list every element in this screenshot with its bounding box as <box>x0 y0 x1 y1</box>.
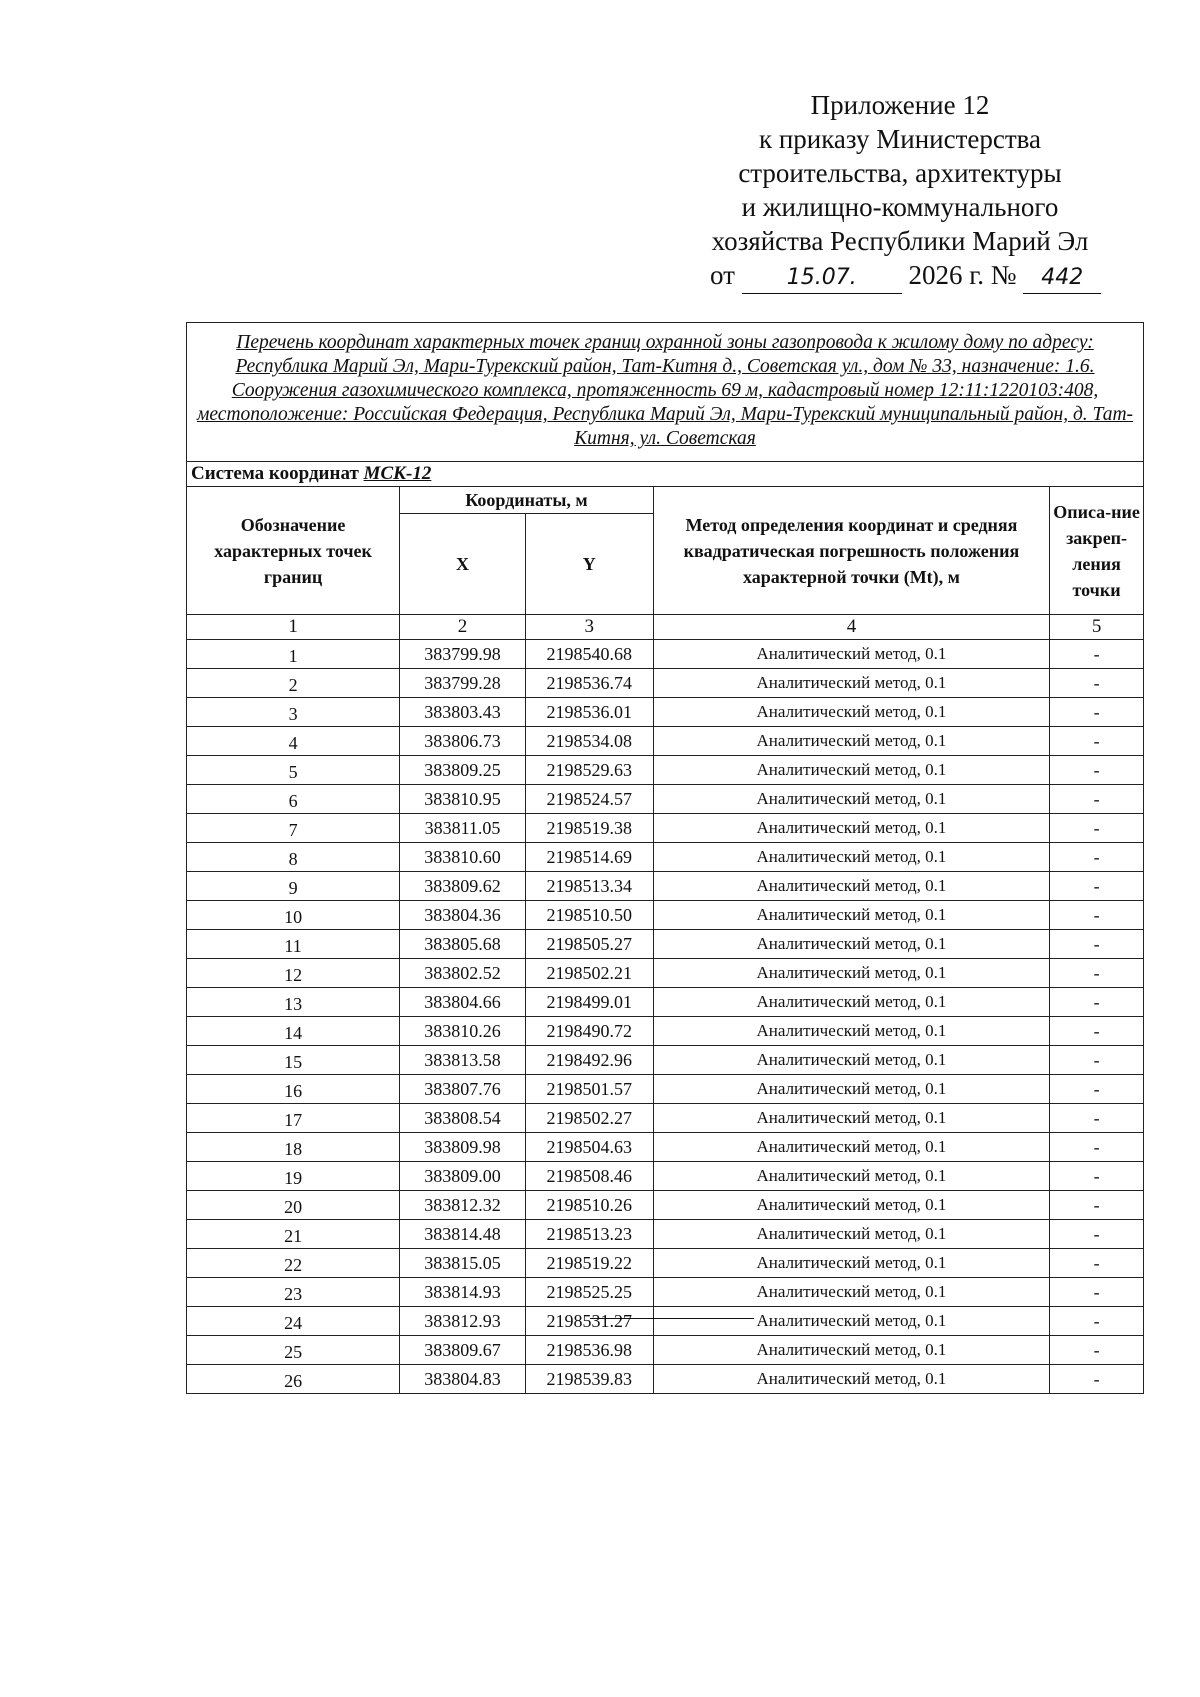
method-value: Аналитический метод, 0.1 <box>653 1365 1049 1394</box>
x-value: 383813.58 <box>400 1046 526 1075</box>
table-row <box>187 1336 1144 1365</box>
header-method: Метод определения координат и средняя квадратическая погрешность положения характерной точки (Mt), м <box>653 487 1049 615</box>
point-number: 1 <box>187 640 400 669</box>
table-row <box>187 669 1144 698</box>
point-number: 25 <box>187 1336 400 1365</box>
description-value: - <box>1050 872 1144 901</box>
x-value: 383810.60 <box>400 843 526 872</box>
description-value: - <box>1050 1336 1144 1365</box>
header-description: Описа-ние закреп-ления точки <box>1050 487 1144 615</box>
point-number: 14 <box>187 1017 400 1046</box>
x-value: 383803.43 <box>400 698 526 727</box>
table-row <box>187 1046 1144 1075</box>
description-value: - <box>1050 959 1144 988</box>
y-value: 2198502.27 <box>525 1104 653 1133</box>
point-number: 7 <box>187 814 400 843</box>
x-value: 383808.54 <box>400 1104 526 1133</box>
description-value: - <box>1050 640 1144 669</box>
x-value: 383809.62 <box>400 872 526 901</box>
description-value: - <box>1050 1104 1144 1133</box>
column-number-1: 1 <box>187 615 400 640</box>
method-value: Аналитический метод, 0.1 <box>653 640 1049 669</box>
method-value: Аналитический метод, 0.1 <box>653 1104 1049 1133</box>
description-value: - <box>1050 901 1144 930</box>
y-value: 2198504.63 <box>525 1133 653 1162</box>
coordinate-system <box>187 462 1144 487</box>
point-number: 19 <box>187 1162 400 1191</box>
header-y: Y <box>525 514 653 615</box>
ministry-line-1: строительства, архитектуры <box>738 158 1062 188</box>
appendix-title: Приложение 12 <box>810 90 990 120</box>
method-value: Аналитический метод, 0.1 <box>653 1278 1049 1307</box>
point-number: 2 <box>187 669 400 698</box>
y-value: 2198529.63 <box>525 756 653 785</box>
table-row <box>187 1249 1144 1278</box>
y-value: 2198534.08 <box>525 727 653 756</box>
header-designation: Обозначение характерных точек границ <box>187 487 400 615</box>
y-value: 2198510.26 <box>525 1191 653 1220</box>
y-value: 2198531.27 <box>525 1307 653 1336</box>
column-number-3: 3 <box>525 615 653 640</box>
x-value: 383804.66 <box>400 988 526 1017</box>
description-value: - <box>1050 1220 1144 1249</box>
order-reference-line: к приказу Министерства <box>758 124 1042 154</box>
point-number: 4 <box>187 727 400 756</box>
x-value: 383814.48 <box>400 1220 526 1249</box>
description-value: - <box>1050 1278 1144 1307</box>
point-number: 12 <box>187 959 400 988</box>
table-row <box>187 1104 1144 1133</box>
table-row <box>187 756 1144 785</box>
point-number: 21 <box>187 1220 400 1249</box>
table-row <box>187 1307 1144 1336</box>
point-number: 11 <box>187 930 400 959</box>
y-value: 2198540.68 <box>525 640 653 669</box>
y-value: 2198508.46 <box>525 1162 653 1191</box>
description-value: - <box>1050 1162 1144 1191</box>
y-value: 2198490.72 <box>525 1017 653 1046</box>
y-value: 2198519.38 <box>525 814 653 843</box>
point-number: 24 <box>187 1307 400 1336</box>
x-value: 383810.26 <box>400 1017 526 1046</box>
x-value: 383809.98 <box>400 1133 526 1162</box>
description-value: - <box>1050 669 1144 698</box>
point-number: 10 <box>187 901 400 930</box>
table-row <box>187 698 1144 727</box>
x-value: 383809.25 <box>400 756 526 785</box>
y-value: 2198501.57 <box>525 1075 653 1104</box>
y-value: 2198525.25 <box>525 1278 653 1307</box>
x-value: 383799.28 <box>400 669 526 698</box>
method-value: Аналитический метод, 0.1 <box>653 1017 1049 1046</box>
y-value: 2198514.69 <box>525 843 653 872</box>
point-number: 15 <box>187 1046 400 1075</box>
method-value: Аналитический метод, 0.1 <box>653 1075 1049 1104</box>
table-row <box>187 901 1144 930</box>
x-value: 383804.36 <box>400 901 526 930</box>
table-row <box>187 814 1144 843</box>
from-label: от <box>710 260 735 290</box>
y-value: 2198536.74 <box>525 669 653 698</box>
y-value: 2198536.01 <box>525 698 653 727</box>
column-number-5: 5 <box>1050 615 1144 640</box>
method-value: Аналитический метод, 0.1 <box>653 988 1049 1017</box>
method-value: Аналитический метод, 0.1 <box>653 1162 1049 1191</box>
method-value: Аналитический метод, 0.1 <box>653 1191 1049 1220</box>
method-value: Аналитический метод, 0.1 <box>653 814 1049 843</box>
point-number: 16 <box>187 1075 400 1104</box>
column-number-2: 2 <box>400 615 526 640</box>
description-value: - <box>1050 1191 1144 1220</box>
table-title: Перечень координат характерных точек границ охранной зоны газопровода к жилому дому по адресу: Республика Марий Эл, Мари-Турекский район, Тат-Китня д., Советская ул., дом № 33, назначение: 1.6. Сооружения газохимического комплекса, протяженность 69 м, кадастровый номер 12:11:1220103:408, местоположение: Российская Федерация, Республика Марий Эл, Мари-Турекский муниципальный район, д. Тат-Китня, ул. Советская <box>187 323 1144 462</box>
method-value: Аналитический метод, 0.1 <box>653 1307 1049 1336</box>
x-value: 383806.73 <box>400 727 526 756</box>
appendix-header <box>640 88 1160 294</box>
header-x: X <box>400 514 526 615</box>
x-value: 383812.32 <box>400 1191 526 1220</box>
table-row <box>187 843 1144 872</box>
table-row <box>187 1365 1144 1394</box>
description-value: - <box>1050 698 1144 727</box>
y-value: 2198524.57 <box>525 785 653 814</box>
point-number: 6 <box>187 785 400 814</box>
coordinate-system-value: МСК-12 <box>363 463 432 484</box>
order-number-handwritten: 442 <box>1023 263 1101 294</box>
method-value: Аналитический метод, 0.1 <box>653 1046 1049 1075</box>
x-value: 383805.68 <box>400 930 526 959</box>
y-value: 2198510.50 <box>525 901 653 930</box>
point-number: 5 <box>187 756 400 785</box>
description-value: - <box>1050 1249 1144 1278</box>
y-value: 2198539.83 <box>525 1365 653 1394</box>
table-row <box>187 640 1144 669</box>
table-row <box>187 988 1144 1017</box>
method-value: Аналитический метод, 0.1 <box>653 669 1049 698</box>
x-value: 383799.98 <box>400 640 526 669</box>
description-value: - <box>1050 1307 1144 1336</box>
method-value: Аналитический метод, 0.1 <box>653 785 1049 814</box>
y-value: 2198499.01 <box>525 988 653 1017</box>
table-row <box>187 727 1144 756</box>
header-coordinates: Координаты, м <box>400 487 654 514</box>
table-row <box>187 1075 1144 1104</box>
x-value: 383807.76 <box>400 1075 526 1104</box>
point-number: 17 <box>187 1104 400 1133</box>
ministry-line-3: хозяйства Республики Марий Эл <box>711 226 1089 256</box>
coordinate-system-label: Система координат <box>191 463 359 484</box>
y-value: 2198513.23 <box>525 1220 653 1249</box>
description-value: - <box>1050 1133 1144 1162</box>
column-number-4: 4 <box>653 615 1049 640</box>
method-value: Аналитический метод, 0.1 <box>653 756 1049 785</box>
method-value: Аналитический метод, 0.1 <box>653 1249 1049 1278</box>
description-value: - <box>1050 785 1144 814</box>
order-date-handwritten: 15.07. <box>742 263 902 294</box>
x-value: 383811.05 <box>400 814 526 843</box>
method-value: Аналитический метод, 0.1 <box>653 698 1049 727</box>
point-number: 13 <box>187 988 400 1017</box>
y-value: 2198505.27 <box>525 930 653 959</box>
point-number: 23 <box>187 1278 400 1307</box>
method-value: Аналитический метод, 0.1 <box>653 1133 1049 1162</box>
description-value: - <box>1050 1075 1144 1104</box>
description-value: - <box>1050 727 1144 756</box>
point-number: 18 <box>187 1133 400 1162</box>
x-value: 383815.05 <box>400 1249 526 1278</box>
x-value: 383814.93 <box>400 1278 526 1307</box>
description-value: - <box>1050 930 1144 959</box>
point-number: 3 <box>187 698 400 727</box>
year-suffix: 2026 г. № <box>908 260 1017 290</box>
table-row <box>187 959 1144 988</box>
point-number: 26 <box>187 1365 400 1394</box>
description-value: - <box>1050 1365 1144 1394</box>
table-row <box>187 1133 1144 1162</box>
method-value: Аналитический метод, 0.1 <box>653 872 1049 901</box>
y-value: 2198492.96 <box>525 1046 653 1075</box>
x-value: 383812.93 <box>400 1307 526 1336</box>
coordinates-table <box>186 322 1144 1394</box>
y-value: 2198502.21 <box>525 959 653 988</box>
table-row <box>187 872 1144 901</box>
description-value: - <box>1050 988 1144 1017</box>
y-value: 2198536.98 <box>525 1336 653 1365</box>
table-row <box>187 1220 1144 1249</box>
method-value: Аналитический метод, 0.1 <box>653 959 1049 988</box>
table-row <box>187 785 1144 814</box>
x-value: 383809.00 <box>400 1162 526 1191</box>
table-row <box>187 1191 1144 1220</box>
point-number: 20 <box>187 1191 400 1220</box>
x-value: 383810.95 <box>400 785 526 814</box>
order-date-line <box>640 258 1160 294</box>
y-value: 2198513.34 <box>525 872 653 901</box>
table-row <box>187 1017 1144 1046</box>
table-row <box>187 1278 1144 1307</box>
x-value: 383802.52 <box>400 959 526 988</box>
point-number: 22 <box>187 1249 400 1278</box>
description-value: - <box>1050 756 1144 785</box>
description-value: - <box>1050 814 1144 843</box>
method-value: Аналитический метод, 0.1 <box>653 1336 1049 1365</box>
point-number: 8 <box>187 843 400 872</box>
description-value: - <box>1050 843 1144 872</box>
x-value: 383804.83 <box>400 1365 526 1394</box>
method-value: Аналитический метод, 0.1 <box>653 727 1049 756</box>
table-row <box>187 1162 1144 1191</box>
method-value: Аналитический метод, 0.1 <box>653 930 1049 959</box>
description-value: - <box>1050 1017 1144 1046</box>
x-value: 383809.67 <box>400 1336 526 1365</box>
table-row <box>187 930 1144 959</box>
y-value: 2198519.22 <box>525 1249 653 1278</box>
method-value: Аналитический метод, 0.1 <box>653 843 1049 872</box>
ministry-line-2: и жилищно-коммунального <box>741 192 1059 222</box>
method-value: Аналитический метод, 0.1 <box>653 1220 1049 1249</box>
end-rule <box>590 1318 754 1319</box>
method-value: Аналитический метод, 0.1 <box>653 901 1049 930</box>
point-number: 9 <box>187 872 400 901</box>
description-value: - <box>1050 1046 1144 1075</box>
